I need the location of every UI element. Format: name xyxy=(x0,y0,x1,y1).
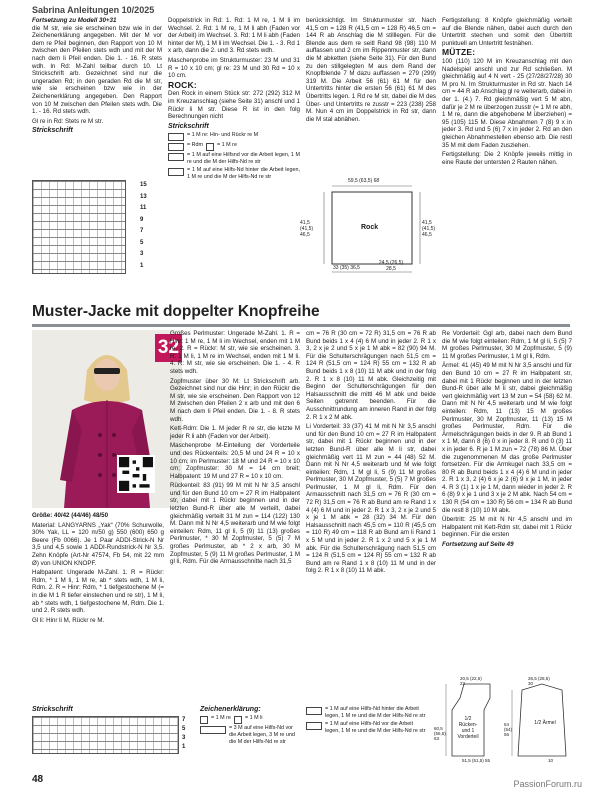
top-column-4 xyxy=(442,17,572,168)
key-row xyxy=(306,706,426,720)
key-text: = 1 M li xyxy=(244,715,263,721)
key-text: = 1 M re: Hin- und Rückr re M xyxy=(187,132,259,139)
schematic-label-back: 1/2 Rücken- und 1 Vorderteil xyxy=(457,716,479,740)
key-row xyxy=(168,152,300,166)
row-number: 11 xyxy=(140,205,147,211)
paragraph: Fertigstellung: 8 Knöpfe gleichmäßig verteilt auf die Blende nähen, dabei auch durch den Untertritt stechen und somit den Übertritt punktuell am Untertritt festnähen. xyxy=(442,17,572,47)
cable-symbol-icon xyxy=(306,722,322,730)
row-number: 3 xyxy=(140,251,144,257)
paragraph: Maschenprobe im Strukturmuster: 23 M und 31 R = 10 x 10 cm; gl re: 23 M und 30 Rd = 10 x 10 cm. xyxy=(168,56,300,80)
row-number: 7 xyxy=(140,228,144,234)
paragraph: Re Vorderteil: Ggl arb, dabei nach dem Bund die M wie folgt einteilen: Rdm, 1 M gl li, 5 (5) 7 M großes Perlmuster, 30 M Zopfmuster, 5 (9) 11 M großes Perlmuster, 1 M gl li, Rdm. xyxy=(442,330,572,360)
article-column-4 xyxy=(442,330,572,549)
paragraph: cm = 76 R (30 cm = 72 R) 31,5 cm = 76 R ab Bund beids 1 x 4 (4) 6 M und in jeder 2. R 1 x 3, 2 x je 2 und 5 x je 1 M abk = 82 (90) 94 M. Für die Schulterschrägungen nach 51,5 cm = 124 R (51,5 cm = 124 R) 55 cm = 132 R ab Bund beids 1 x 8 (10) 11 M abk und in der folg 2. R 1 x 8 (10) 11 M abk. Gleichzeitig mit Beginn der Schulterschrägungen für den Halsausschnitt die mittl 46 M abk und beide Seiten getrennt beenden. Für die Ausschnittrundung am inneren Rand in der folg 2. R 1 x 2 M abk. xyxy=(306,330,436,421)
schematic-dim-right: 41,5 (41,5) 46,5 xyxy=(422,220,436,238)
row-number: 9 xyxy=(140,216,144,223)
schematic-dim: 51,5 (51,5) 55 xyxy=(462,758,491,763)
key-text: = 1 M re xyxy=(211,715,231,721)
page-number: 48 xyxy=(32,774,44,785)
key-text: = 1 M auf eine Hilfs-Nd hinter die Arbeit legen, 1 M re und die M der Hilfs-Nd re str xyxy=(325,706,426,719)
paragraph: Den Rock in einem Stück str: 272 (292) 312 M im Kreuzanschlag (siehe Seite 31) anschl und 1 Rückr li M str. Diese R ist in den folg Berechnungen nicht xyxy=(168,90,300,121)
schematic-dim: 26,5 (28,5) 30 xyxy=(528,676,550,686)
row-number: 15 xyxy=(140,182,147,188)
symbol-icon xyxy=(168,133,184,141)
key-text: = 1 M auf eine Hilfs-Nd hinter die Arbeit legen, 1 M re und die M der Hilfs-Nd re str xyxy=(187,167,300,181)
row-number: 13 xyxy=(140,193,147,200)
key-row xyxy=(168,167,300,181)
key-row xyxy=(168,142,300,151)
bottom-key xyxy=(200,706,300,747)
row-number: 1 xyxy=(140,262,144,269)
paragraph: Großes Perlmuster: Ungerade M-Zahl. 1. R = Hinr: 1 M re, 1 M li im Wechsel, enden mit 1 M re. 2. R = Rückr: M str, wie sie erscheinen. 3. R: 1 M li, 1 M re im Wechsel, enden mit 1 M li. 4. R: M str, wie sie erscheinen. Die 1. - 4. R stets wdh. xyxy=(170,330,300,375)
schematic-dim: 20,5 (22,5) 23 xyxy=(460,676,482,686)
row-number: 5 xyxy=(140,239,144,246)
cable-symbol-icon xyxy=(168,168,184,176)
title-rule xyxy=(32,324,570,327)
paragraph: 100 (110) 120 M im Kreuzanschlag mit den Nadelspiel anschl und zur Rd schließen. M gleichmäßig auf 4 N vert - 25 (27/28/27/28) 30 M pro N. Im Strukturmuster in Rd str. Nach 14 cm = 44 R ab Anschlag gl re weiterarb, dabei in der 1. (4.) 7. Rd gleichmäßig vert 5 M abn, dafür je 2 M re überzogen zusstr (= 1 M re abh, 1 M re, dann die abgehobene M überziehen) = 95 (105) 115 M. Diese Abnahmen 7 (8) 9 x in jeder 3. Rd und 5 (6) 7 x in jeder 2. Rd an den gleichen Abnahmestellen ebenso arb. Die restl 35 M mit dem Faden zusziehen. xyxy=(442,57,572,149)
material-info: Material: LANGYARNS „Yak“ (70% Schurwolle, 30% Yak, LL = 120 m/50 g) 550 (600) 650 g Beere (Fb 0066). Je 1 Paar ADDI-Strick-N Nr 3,5 und 4,5 sowie 1 ADDI-Rundstrick-N Nr 3,5. Zehn Knöpfe (Art-Nr 47574, Fb 54, mit 22 mm Ø) von UNION KNOPF. xyxy=(32,521,164,567)
row-number: 5 xyxy=(182,726,186,732)
key-label: Zeichenerklärung: xyxy=(200,706,261,713)
key-text: = Rdm xyxy=(187,142,204,149)
bottom-key-2 xyxy=(306,706,426,736)
chart-key xyxy=(168,132,300,181)
article-title: Muster-Jacke mit doppelter Knopfreihe xyxy=(32,303,320,320)
symbol-icon xyxy=(234,716,242,724)
schematic-label-sleeve: 1/2 Ärmel xyxy=(534,720,556,726)
chart-row-numbers xyxy=(140,180,147,272)
paragraph: Halbpatent: Ungerade M-Zahl. 1. R = Rückr: Rdm, * 1 M li, 1 M re, ab * stets wdh, 1 M li, Rdm. 2. R = Hinr: Rdm, * 1 tiefgestochene M (= in die M 1 R tiefer einstechen und re str), 1 M li, ab * stets wdh, 1 tiefgestochene M, Rdm. Die 1. und 2. R stets wdh. xyxy=(32,569,164,615)
schematic-dim-left: 41,5 (41,5) 46,5 xyxy=(300,220,314,238)
key-row xyxy=(306,721,426,735)
knitting-chart-top-left xyxy=(32,180,126,274)
paragraph: Fertigstellung: Die 2 Knöpfe jeweils mittig in eine Raute der untersten 2 Rauten nähen. xyxy=(442,151,572,166)
article-column-2 xyxy=(170,330,300,568)
top-column-3 xyxy=(306,17,436,125)
paragraph: Doppelstrick in Rd: 1. Rd: 1 M re, 1 M li im Wechsel. 2. Rd: 1 M re, 1 M li abh (Faden vor der Arbeit) im Wechsel. 3. Rd: 1 M li abh (Faden hinter der M), 1 M li im Wechsel. Die 1. - 3. Rd 1 x arb, dann die 2. und 3. Rd stets wdh. xyxy=(168,17,300,55)
key-row xyxy=(200,725,300,746)
row-number: 3 xyxy=(182,735,186,741)
key-text: = 1 M re xyxy=(217,142,237,149)
schematic-dim: 60,5 (56,5) 63 xyxy=(434,726,446,741)
size-info: Größe: 40/42 (44/46) 48/50 xyxy=(32,512,109,519)
paragraph: Zopfmuster über 30 M: Lt Strickschrift arb. Gezeichnet sind nur die Hinr; in den Rückr die M str, wie sie erscheinen. Den Rapport von 12 M zwischen den Pfeilen 2 x arb und mit den 6 M nach dem li Pfeil enden. Die 1. - 8. R stets wdh. xyxy=(170,377,300,423)
chart-label: Strickschrift xyxy=(32,127,73,135)
paragraph: Maschenprobe M-Einteilung der Vorderteile und des Rückenteils: 20,5 M und 24 R = 10 x 10 cm; im Perlmuster: 18 M und 24 R = 10 x 10 cm; Zopfmuster: 30 M = 14 cm breit; Halbpatent: 19 M und 27 R = 10 x 10 cm. xyxy=(170,442,300,480)
paragraph: Ärmel: 41 (45) 49 M mit N Nr 3,5 anschl und für den Bund 10 cm = 27 R im Halbpatent str, dabei mit 1 Rückr beginnen und in der letzten Bund-R über alle M li str, dabei gleichmäßig vert gleichmäßig vert 13 M zun = 54 (58) 62 M. Dann mit N Nr 4,5 weiterarb und M wie folgt einteilen: Rdm, 11 (13) 15 M großes Perlmuster, 30 M Zopfmuster, 11 (13) 15 M großes Perlmuster, Rdm. Für die Ärmelschrägungen beids in der 9. R ab Bund 1 x 1 M, dann 8 (6) 0 x in jeder 8. R und 0 (3) 11 x in jeder 6. R je 1 M zun = 72 (78) 86 M. Über die zugenommenen M das große Perlmuster fortsetzen. Für die Armkugel nach 33,5 cm = 80 R ab Bund beids 1 x 4 (4) 6 M und in jeder 2. R 1 x 3, 2 (4) 6 x je 2 (6) 9 x je 1 M, in jeder 4. R 3 (1) 1 x je 1 M, dann wieder in jeder 2. R 6 (8) 9 x je 1 und 3 x je 2 M abk. Nach 54 cm = 130 R (54 cm = 130 R) 56 cm = 134 R ab Bund die restl 8 (10) 10 M abk. xyxy=(442,362,572,514)
continuation-label: Fortsetzung zu Modell 30+31 xyxy=(32,17,117,24)
knitting-chart-bottom xyxy=(32,716,179,754)
symbol-icon xyxy=(200,716,208,724)
paragraph: Kett-Rdm: Die 1. M jeder R re str, die letzte M jeder R li abh (Faden vor der Arbeit). xyxy=(170,425,300,440)
cable-symbol-icon xyxy=(168,153,184,161)
paragraph: berücksichtigt. Im Strukturmuster str. Nach 41,5 cm = 128 R (41,5 cm = 128 R) 46,5 cm = 144 R ab Anschlag die M stilllegen. Für die Blende aus dem re seitl Rand 98 (98) 110 M auffassen und 2 cm im Rippenmuster str, dann die M abketten (siehe Seite 31). Für den Bund zu den stillgelegten M aus dem Rand der Knopfblende 7 M dazu auffassen = 279 (299) 319 M. Die Arbeit 56 (61) 61 M für den Untertritts hinter die ersten 56 (61) 61 M des Übertritts legen. 1 Rd re M str, dabei die M des Über- und Untertritts re zusstr = 223 (238) 258 M. Nun 4 cm im Doppelstrick in Rd str, dann die M stal abnähen. xyxy=(306,17,436,123)
chart-label: Strickschrift xyxy=(32,706,73,713)
watermark: PassionForum.ru xyxy=(513,779,582,789)
schematic-dim: 10 xyxy=(548,758,554,763)
paragraph: Rückenteil: 83 (91) 99 M mit N Nr 3,5 anschl und für den Bund 10 cm = 27 R im Halbpatent str, dabei mit 1 Rückr beginnen und in der letzten Bund-R über alle M verteilt, dabei gleichmäßig verteilt 31 M zun = 114 (122) 130 M. Dann mit N Nr 4,5 weiterarb und M wie folgt einteilen: Rdm, 11 gl li, 5 (9) 11 (13) großes Perlmuster, * 30 M Zopfmuster, 5 (5) 7 M großes Perlmuster, ab * 2 x arb, 30 M Zopfmuster, 5 (9) 11 M großes Perlmuster, 1 M gl li, Rdm. Für die Armausschnitte nach 31,5 xyxy=(170,482,300,566)
key-text: = 1 M auf eine Hilfs-Nd vor die Arbeit legen, 1 M re und die M der Hilfs-Nd re str xyxy=(325,721,426,734)
cable-symbol-icon xyxy=(306,707,322,715)
article-column-1 xyxy=(32,512,164,626)
symbol-icon xyxy=(206,143,214,151)
qr-code-icon[interactable] xyxy=(117,455,155,493)
row-number: 7 xyxy=(182,717,186,723)
paragraph: Li Vorderteil: 33 (37) 41 M mit N Nr 3,5 anschl und für den Bund 10 cm = 27 R im Halbpatent str, dabei mit 1 Rückr beginnen und in der letzten Bund-R über alle M li str, dabei gleichmäßig vert 11 M zun = 44 (48) 52 M. Dann mit N Nr 4,5 weiterarb und M wie folgt einteilen: Rdm, 1 M gl li, 5 (9) 11 M großes Perlmuster, 30 M Zopfmuster, 5 (5) 7 M großes Perlmuster, 1 M gl li, Rdm. Für den Armausschnitt nach 31,5 cm = 76 R (30 cm = 72 R) 31,5 cm = 76 R ab Bund am re Rand 1 x 4 (4) 6 M und in jeder 2. R 1 x 3, 2 x je 2 und 5 x je 1 M abk = 28 (32) 34 M. Für den Halsausschnitt nach 45,5 cm = 110 R (45,5 cm = 110 R) 49 cm = 118 R ab Bund am li Rand 1 x 5 M und in jeder 2. R 1 x 2 und 5 x je 1 M abk. Für die Schulterschrägung nach 51,5 cm = 124 R (51,5 cm = 124 R) 55 cm = 132 R ab Bund am re Rand 1 x 8 (10) 11 M und in der folg 2. R 1 x 8 (10) 11 M abk. xyxy=(306,423,436,575)
cable-symbol-icon xyxy=(200,726,226,734)
section-heading: ROCK: xyxy=(168,79,197,90)
schematic-dim-bottom: 33 (35) 36,5 xyxy=(333,265,360,271)
key-row xyxy=(168,132,300,141)
top-column-1 xyxy=(32,17,162,137)
chart-label: Strickschrift xyxy=(168,122,209,130)
paragraph: Gl li: Hinr li M, Rückr re M. xyxy=(32,616,105,624)
model-number-badge: 32 xyxy=(155,334,182,362)
key-row xyxy=(200,715,300,724)
key-text: = 1 M auf eine Hilfsnd vor die Arbeit legen, 1 M re und die M der Hilfs-Nd re str xyxy=(187,152,300,166)
top-column-2 xyxy=(168,17,300,182)
paragraph: Gl re in Rd: Stets re M str. xyxy=(32,117,104,125)
article-column-3 xyxy=(306,330,436,577)
paragraph: Übertritt: 25 M mit N Nr 4,5 anschl und im Halbpatent mit Kett-Rdm str, dabei mit 1 Rückr beginnen. Für die ersten xyxy=(442,516,572,539)
schematic-dim-top: 59,5 (63,5) 68 xyxy=(348,178,380,184)
symbol-icon xyxy=(168,143,184,151)
section-heading: MÜTZE: xyxy=(442,47,476,58)
schematic-label: Rock xyxy=(361,224,379,231)
row-number: 1 xyxy=(182,744,186,750)
paragraph: die M str, wie sie erscheinen bzw wie in der Zeichenerklärung angegeben. Mit der M vor dem re Pfeil beginnen, den Rapport von 10 M zwischen den Pfeilen stets wdh und mit der M nach dem li Pfeil enden. Die 1. - 16. R stets wdh. In Rd: M-Zahl teilbar durch 10. Lt Strickschrift arb. Gezeichnet sind nur die ungeraden Rd; in den geraden Rd die M str, wie sie erscheinen bzw wie in der Zeichenerklärung angegeben. Den Rapport von 10 M zwischen den Pfeilen stets wdh. Die 1. - 16. Rd stets wdh. xyxy=(32,24,162,116)
key-text: = 3 M auf eine Hilfs-Nd vor die Arbeit legen, 3 M re und die M der Hilfs-Nd re str xyxy=(229,725,295,745)
running-header: Sabrina Anleitungen 10/2025 xyxy=(32,5,155,15)
schematic-dim-bottom-right: 24,5 (26,5) 28,5 xyxy=(378,260,404,272)
continuation-note: Fortsetzung auf Seite 49 xyxy=(442,541,514,549)
schematic-dim: 54 (54) 56 xyxy=(504,722,513,737)
chart-row-numbers xyxy=(182,716,185,752)
